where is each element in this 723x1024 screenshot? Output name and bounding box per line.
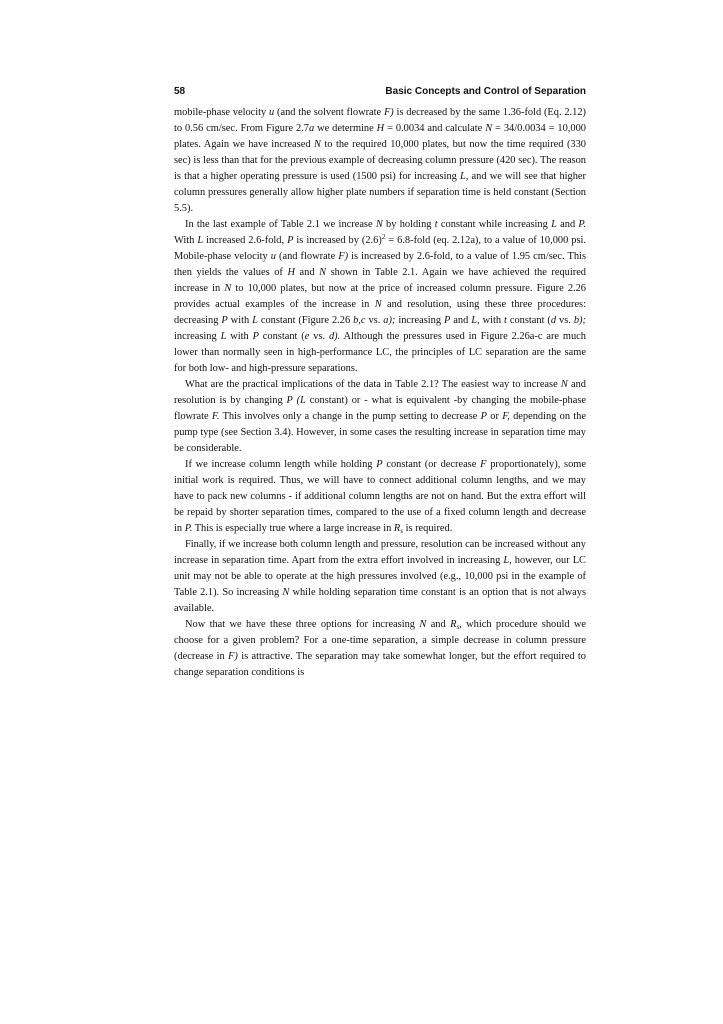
text-run: constant (Figure 2.26 bbox=[257, 315, 354, 326]
superscript: 2 bbox=[381, 233, 386, 241]
text-run: With bbox=[174, 235, 198, 246]
body-text bbox=[174, 105, 586, 681]
text-run: to 10,000 plates, but now at the price of increased column pressure. Figure 2.26 provides actual examples of the increase in bbox=[174, 283, 587, 310]
text-run: In the last example of Table 2.1 we increase bbox=[185, 219, 376, 230]
text-run: This is especially true where a large increase in bbox=[192, 523, 394, 534]
italic-run: N bbox=[282, 587, 290, 598]
italic-run: P. bbox=[578, 219, 587, 230]
italic-run: H bbox=[376, 123, 385, 134]
italic-run: d). bbox=[328, 331, 341, 342]
italic-run: R bbox=[393, 523, 401, 534]
text-run: is attractive. The separation may take somewhat longer, but the effort required to change separation conditions is bbox=[174, 651, 586, 678]
text-run: increasing bbox=[395, 315, 444, 326]
italic-run: L bbox=[252, 315, 258, 326]
text-run: = 34/0.0034 = 10,000 plates. Again we have increased bbox=[174, 123, 586, 150]
text-run: increasing bbox=[174, 331, 221, 342]
italic-run: a bbox=[309, 123, 315, 134]
italic-run: H bbox=[287, 267, 295, 278]
paragraph bbox=[174, 377, 586, 457]
italic-run: F) bbox=[383, 107, 394, 118]
italic-run: a); bbox=[383, 315, 396, 326]
paragraph bbox=[174, 537, 586, 617]
text-run: and bbox=[426, 619, 451, 630]
subscript: s bbox=[456, 623, 460, 631]
italic-run: L bbox=[220, 331, 227, 342]
text-run: vs. bbox=[309, 331, 329, 342]
italic-run: P bbox=[376, 459, 383, 470]
text-run: If we increase column length while holding bbox=[185, 459, 377, 470]
paragraph bbox=[174, 457, 586, 537]
text-run: vs. bbox=[365, 315, 384, 326]
text-run: while holding separation time constant is an option that is not always available. bbox=[174, 587, 586, 614]
page-header bbox=[174, 86, 586, 100]
italic-run: N bbox=[319, 267, 327, 278]
text-run: What are the practical implications of the data in Table 2.1? The easiest way to increase bbox=[185, 379, 561, 390]
text-run: constant ( bbox=[258, 331, 305, 342]
text-run: Although the pressures used in Figure 2.26a-c are much lower than normally seen in high-performance LC, the principles of LC separation are the same for both low- and high-pressure separations. bbox=[174, 331, 586, 374]
page-number: 58 bbox=[174, 86, 186, 97]
italic-run: L, bbox=[460, 171, 469, 182]
italic-run: N bbox=[419, 619, 427, 630]
text-run: mobile-phase velocity bbox=[174, 107, 270, 118]
text-run: vs. bbox=[556, 315, 574, 326]
text-run: with bbox=[226, 331, 253, 342]
italic-run: F) bbox=[228, 651, 238, 662]
text-run: constant (or decrease bbox=[382, 459, 481, 470]
text-run: is increased by (2.6) bbox=[293, 235, 382, 246]
paragraph bbox=[174, 105, 586, 217]
text-run: and we will see that higher column pressures generally allow higher plate numbers if separation time is held constant (Section 5.5). bbox=[174, 171, 586, 214]
text-run: depending on the pump type (see Section 3.4). However, in some cases the resulting increase in separation time may be considerable. bbox=[174, 411, 586, 454]
italic-run: P. bbox=[184, 523, 193, 534]
italic-run: P bbox=[480, 411, 488, 422]
italic-run: R bbox=[450, 619, 457, 630]
text-run: (and flowrate bbox=[275, 251, 339, 262]
italic-run: P bbox=[443, 315, 451, 326]
italic-run: u bbox=[270, 251, 276, 262]
italic-run: L bbox=[551, 219, 557, 230]
italic-run: L, bbox=[471, 315, 480, 326]
italic-run: P bbox=[252, 331, 259, 342]
running-head: Basic Concepts and Control of Separation bbox=[385, 86, 586, 97]
subscript: s bbox=[400, 527, 403, 535]
italic-run: P bbox=[287, 235, 294, 246]
paragraph bbox=[174, 617, 586, 681]
italic-run: F. bbox=[211, 411, 220, 422]
text-run: constant ( bbox=[506, 315, 551, 326]
text-run: Finally, if we increase both column length and pressure, resolution can be increased without any increase in separation time. Apart from the extra effort involved in increasing bbox=[174, 539, 586, 566]
text-run: and bbox=[450, 315, 472, 326]
text-run: and bbox=[556, 219, 579, 230]
text-run: proportionately), some initial work is required. Thus, we will have to connect additional column lengths, and we may have to pack new columns - if additional column lengths are not on hand. But the extra effort will be repaid by shorter separation times, compared to the use of a fixed column length and decrease in bbox=[174, 459, 586, 534]
paragraph bbox=[174, 217, 586, 377]
italic-run: F, bbox=[502, 411, 510, 422]
text-run: is required. bbox=[402, 523, 453, 534]
text-run: = 6.8-fold (eq. 2.12a), to a value of 10,000 psi. Mobile-phase velocity bbox=[174, 235, 586, 262]
italic-run: N bbox=[374, 299, 382, 310]
italic-run: u bbox=[269, 107, 275, 118]
text-run: is increased by 2.6-fold, to a value of 1.95 cm/sec. This then yields the values of bbox=[174, 251, 586, 278]
italic-run: N bbox=[314, 139, 321, 150]
italic-run: t bbox=[504, 315, 507, 326]
italic-run: d bbox=[550, 315, 557, 326]
text-run: , which procedure should we choose for a given problem? For a one-time separation, a simple decrease in column pressure (decrease in bbox=[174, 619, 587, 662]
italic-run: t bbox=[434, 219, 438, 230]
text-run: to the required 10,000 plates, but now the time required (330 sec) is less than that for the previous example of decreasing column pressure (420 sec). The reason is that a higher operating pressure is used (1500 psi) for increasing bbox=[174, 139, 586, 182]
text-run: This involves only a change in the pump setting to decrease bbox=[219, 411, 481, 422]
text-run: increased 2.6-fold, bbox=[203, 235, 288, 246]
italic-run: N bbox=[224, 283, 232, 294]
text-run: and resolution is by changing bbox=[174, 379, 586, 406]
text-run: = 0.0034 and calculate bbox=[384, 123, 486, 134]
text-run: or bbox=[487, 411, 503, 422]
italic-run: N bbox=[560, 379, 568, 390]
italic-run: b,c bbox=[353, 315, 366, 326]
text-run: however, our LC unit may not be able to operate at the high pressures involved (e.g., 10,000 psi in the example of Table 2.1). So increasing bbox=[174, 555, 586, 598]
italic-run: P bbox=[221, 315, 228, 326]
italic-run: F) bbox=[338, 251, 349, 262]
text-run: and resolution, using these three procedures: decreasing bbox=[174, 299, 586, 326]
text-run: is decreased by the same 1.36-fold (Eq. 2.12) to 0.56 cm/sec. From Figure 2.7 bbox=[174, 107, 586, 134]
italic-run: b); bbox=[573, 315, 586, 326]
italic-run: P (L bbox=[286, 395, 306, 406]
text-run: with bbox=[227, 315, 253, 326]
text-run: (and the solvent flowrate bbox=[274, 107, 384, 118]
text-run: and bbox=[294, 267, 320, 278]
italic-run: F bbox=[480, 459, 487, 470]
text-run: we determine bbox=[314, 123, 377, 134]
text-run: constant) or - what is equivalent -by changing the mobile-phase flowrate bbox=[174, 395, 586, 422]
text-run: with bbox=[479, 315, 505, 326]
text-run: constant while increasing bbox=[437, 219, 552, 230]
italic-run: N bbox=[375, 219, 383, 230]
italic-run: L bbox=[197, 235, 204, 246]
italic-run: N bbox=[485, 123, 493, 134]
text-run: Now that we have these three options for increasing bbox=[185, 619, 420, 630]
text-run: by holding bbox=[382, 219, 435, 230]
italic-run: L, bbox=[503, 555, 512, 566]
text-run: shown in Table 2.1. Again we have achieved the required increase in bbox=[174, 267, 586, 294]
italic-run: e bbox=[304, 331, 310, 342]
